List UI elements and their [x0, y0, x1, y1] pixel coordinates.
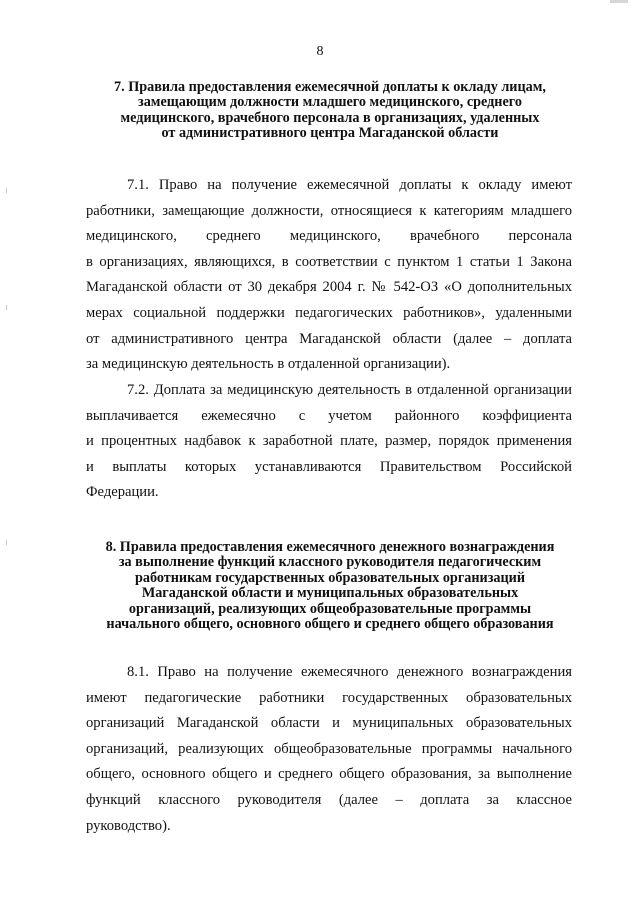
text-line: от административного центра Магаданской области (далее – доплата	[86, 330, 572, 347]
text-line: за медицинскую деятельность в отдаленной организации).	[86, 356, 451, 373]
heading-line: 8. Правила предоставления ежемесячного денежного вознаграждения	[105, 539, 555, 555]
text-line: 8.1. Право на получение ежемесячного денежного вознаграждения	[127, 664, 572, 680]
text-line: 7.2. Доплата за медицинскую деятельность в отдаленной организации	[127, 382, 572, 398]
text-line: функций классного руководителя (далее – доплата за классное	[86, 791, 572, 808]
text-line: имеют педагогические работники государственных образовательных	[86, 689, 572, 706]
margin-tick	[6, 305, 7, 310]
section-7-heading	[86, 80, 574, 142]
paragraph-7-2	[86, 378, 572, 506]
text-line: в организациях, являющихся, в соответствии с пунктом 1 статьи 1 Закона	[86, 253, 572, 270]
text-line: организаций Магаданской области и муниципальных образовательных	[86, 715, 572, 732]
heading-line: от административного центра Магаданской области	[161, 125, 499, 142]
heading-line: Магаданской области и муниципальных образовательных	[141, 585, 519, 602]
paragraph-8-1	[86, 660, 572, 839]
text-line: медицинского, среднего медицинского, врачебного персонала	[86, 228, 572, 245]
heading-line: работникам государственных образовательных организаций	[134, 569, 526, 586]
section-8-heading	[86, 540, 574, 632]
text-line: руководство).	[86, 817, 171, 834]
text-line: работники, замещающие должности, относящиеся к категориям младшего	[86, 202, 572, 219]
heading-line: замещающим должности младшего медицинского, среднего	[138, 94, 522, 111]
text-line: выплачивается ежемесячно с учетом районного коэффициента	[86, 407, 572, 424]
heading-line: 7. Правила предоставления ежемесячной доплаты к окладу лицам,	[114, 79, 546, 95]
heading-line: за выполнение функций классного руководителя педагогическим	[118, 554, 542, 571]
text-line: мерах социальной поддержки педагогических работников», удаленными	[86, 304, 572, 321]
text-line: и выплаты которых устанавливаются Правительством Российской	[86, 458, 572, 475]
text-line: организаций, реализующих общеобразовательные программы начального	[86, 740, 572, 757]
text-line: и процентных надбавок к заработной плате, размер, порядок применения	[86, 433, 572, 450]
margin-tick	[6, 540, 7, 545]
text-line: Федерации.	[86, 484, 159, 501]
margin-tick	[6, 188, 7, 193]
text-line: 7.1. Право на получение ежемесячной доплаты к окладу имеют	[127, 177, 572, 193]
text-line: Магаданской области от 30 декабря 2004 г. № 542-ОЗ «О дополнительных	[86, 279, 572, 296]
heading-line: начального общего, основного общего и среднего общего образования	[106, 616, 554, 633]
page-number: 8	[316, 44, 324, 59]
heading-line: медицинского, врачебного персонала в организациях, удаленных	[120, 109, 540, 126]
paragraph-7-1	[86, 173, 572, 378]
text-line: общего, основного общего и среднего общего образования, за выполнение	[86, 766, 572, 783]
scan-edge-mark	[610, 0, 628, 3]
heading-line: организаций, реализующих общеобразовательные программы	[128, 600, 532, 617]
